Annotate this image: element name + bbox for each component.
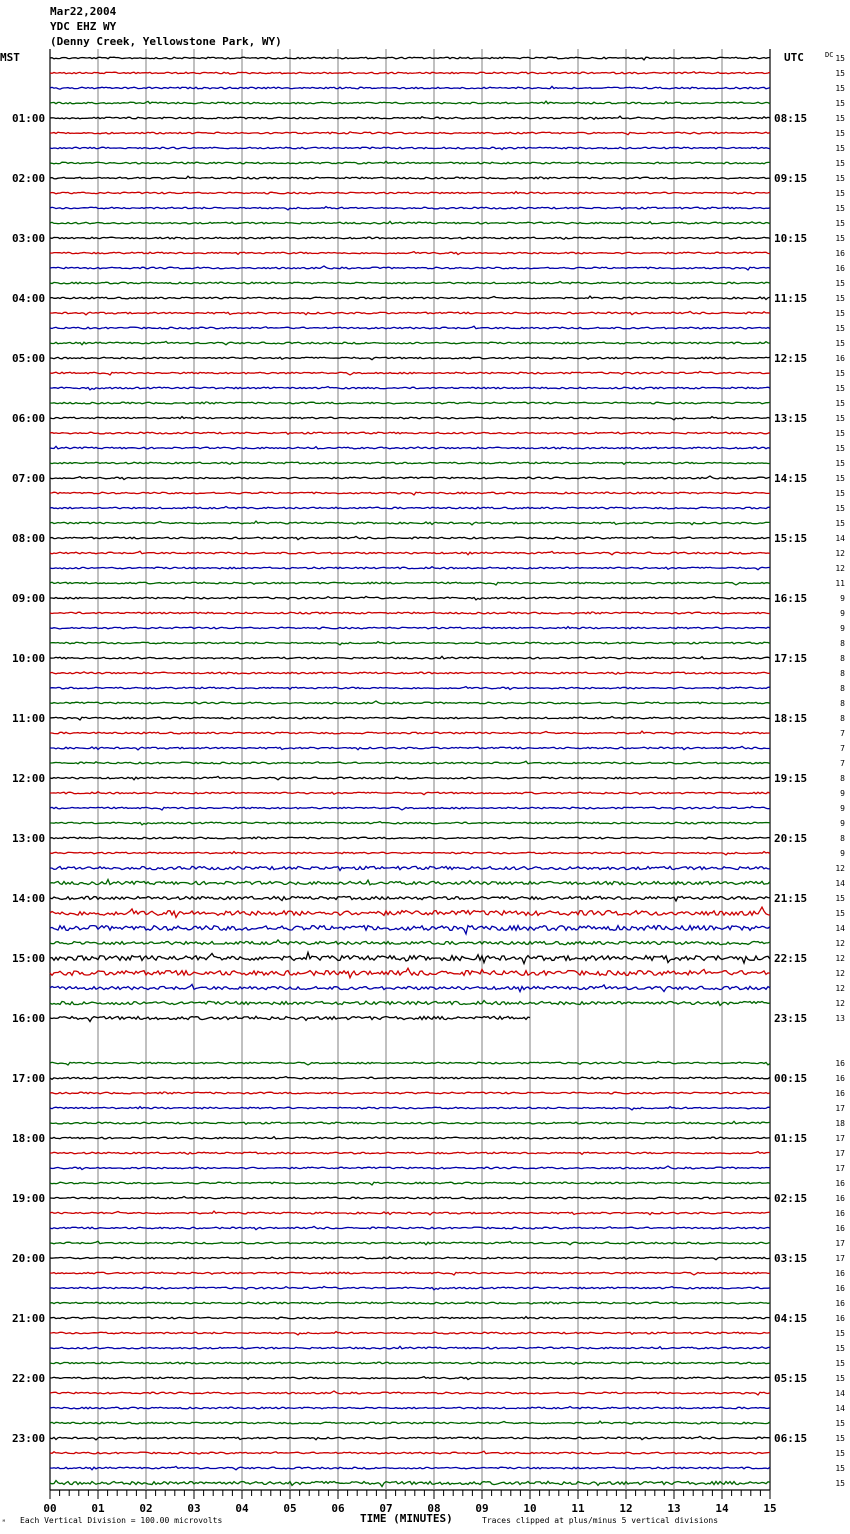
dc-offset-label: 8 xyxy=(840,669,845,678)
seismic-trace xyxy=(50,1077,770,1080)
dc-offset-label: 9 xyxy=(840,594,845,603)
utc-hour-label: 09:15 xyxy=(774,172,808,185)
seismic-trace xyxy=(50,86,770,89)
utc-hour-label: 04:15 xyxy=(774,1312,808,1325)
seismic-trace xyxy=(50,432,770,434)
mst-hour-label: 03:00 xyxy=(12,232,46,245)
x-tick-label: 11 xyxy=(571,1502,585,1515)
seismic-trace xyxy=(50,687,770,690)
seismic-trace xyxy=(50,1241,770,1245)
dc-offset-label: 16 xyxy=(835,249,845,258)
utc-hour-label: 05:15 xyxy=(774,1372,808,1385)
seismic-trace xyxy=(50,446,770,449)
seismic-trace xyxy=(50,940,770,945)
dc-offset-label: 15 xyxy=(835,504,845,513)
seismic-trace xyxy=(50,311,770,315)
dc-offset-label: 16 xyxy=(835,1209,845,1218)
seismic-trace xyxy=(50,1391,770,1395)
dc-offset-label: 15 xyxy=(835,114,845,123)
seismic-trace xyxy=(50,1436,770,1440)
dc-offset-label: 7 xyxy=(840,729,845,738)
seismic-trace xyxy=(50,57,770,60)
dc-offset-label: 15 xyxy=(835,1434,845,1443)
seismic-trace xyxy=(50,101,770,104)
seismic-trace xyxy=(50,656,770,659)
utc-hour-label: 23:15 xyxy=(774,1012,808,1025)
x-tick-label: 14 xyxy=(715,1502,729,1515)
dc-offset-label: 15 xyxy=(835,339,845,348)
seismic-trace xyxy=(50,1211,770,1215)
mst-hour-label: 19:00 xyxy=(12,1192,46,1205)
dc-offset-label: 12 xyxy=(835,564,845,573)
mst-hour-label: 01:00 xyxy=(12,112,46,125)
utc-axis-title: UTC xyxy=(784,51,804,64)
dc-offset-label: 14 xyxy=(835,1404,845,1413)
seismic-trace xyxy=(50,612,770,614)
dc-offset-label: 8 xyxy=(840,774,845,783)
dc-offset-label: 12 xyxy=(835,984,845,993)
seismic-trace xyxy=(50,462,770,464)
dc-offset-label: 15 xyxy=(835,1359,845,1368)
mst-hour-label: 13:00 xyxy=(12,832,46,845)
dc-offset-label: 15 xyxy=(835,99,845,108)
dc-offset-label: 17 xyxy=(835,1104,845,1113)
mst-axis-title: MST xyxy=(0,51,20,64)
seismic-trace xyxy=(50,282,770,284)
dc-offset-label: 17 xyxy=(835,1254,845,1263)
seismic-trace xyxy=(50,132,770,135)
utc-hour-label: 15:15 xyxy=(774,532,808,545)
x-tick-label: 00 xyxy=(43,1502,57,1515)
seismic-trace xyxy=(50,1466,770,1469)
dc-offset-label: 9 xyxy=(840,624,845,633)
utc-hour-label: 02:15 xyxy=(774,1192,808,1205)
dc-offset-label: 8 xyxy=(840,639,845,648)
utc-hour-label: 06:15 xyxy=(774,1432,808,1445)
seismic-trace xyxy=(50,1346,770,1349)
seismic-trace xyxy=(50,207,770,210)
mst-hour-label: 17:00 xyxy=(12,1072,46,1085)
dc-offset-label: 8 xyxy=(840,684,845,693)
dc-offset-label: 15 xyxy=(835,429,845,438)
seismic-trace xyxy=(50,521,770,525)
seismic-trace xyxy=(50,1272,770,1275)
mst-hour-label: 14:00 xyxy=(12,892,46,905)
dc-offset-label: 8 xyxy=(840,699,845,708)
seismic-trace xyxy=(50,371,770,375)
dc-offset-label: 12 xyxy=(835,864,845,873)
seismic-trace xyxy=(50,952,770,963)
x-tick-label: 12 xyxy=(619,1502,633,1515)
x-tick-label: 10 xyxy=(523,1502,537,1515)
x-tick-label: 03 xyxy=(187,1502,201,1515)
date-label: Mar22,2004 xyxy=(50,5,117,18)
seismic-trace xyxy=(50,161,770,164)
seismic-trace xyxy=(50,1152,770,1155)
utc-hour-label: 10:15 xyxy=(774,232,808,245)
dc-offset-label: 15 xyxy=(835,1374,845,1383)
x-tick-label: 05 xyxy=(283,1502,297,1515)
seismic-trace xyxy=(50,880,770,885)
mst-hour-label: 21:00 xyxy=(12,1312,46,1325)
x-tick-label: 02 xyxy=(139,1502,153,1515)
seismic-trace xyxy=(50,896,770,901)
seismic-trace xyxy=(50,72,770,74)
dc-offset-label: 15 xyxy=(835,84,845,93)
station-label: YDC EHZ WY xyxy=(50,20,117,33)
mst-hour-label: 10:00 xyxy=(12,652,46,665)
dc-offset-label: 15 xyxy=(835,69,845,78)
dc-offset-label: 13 xyxy=(835,1014,845,1023)
dc-offset-label: 7 xyxy=(840,744,845,753)
dc-offset-label: 18 xyxy=(835,1119,845,1128)
mst-hour-label: 15:00 xyxy=(12,952,46,965)
seismic-trace xyxy=(50,252,770,255)
utc-hour-label: 21:15 xyxy=(774,892,808,905)
seismic-trace xyxy=(50,806,770,810)
utc-hour-label: 20:15 xyxy=(774,832,808,845)
x-tick-label: 13 xyxy=(667,1502,681,1515)
x-tick-label: 01 xyxy=(91,1502,105,1515)
dc-axis-title: DC xyxy=(825,51,834,59)
seismic-trace xyxy=(50,776,770,779)
seismic-trace xyxy=(50,1317,770,1319)
mst-hour-label: 20:00 xyxy=(12,1252,46,1265)
seismic-trace xyxy=(50,147,770,149)
dc-offset-label: 7 xyxy=(840,759,845,768)
seismic-trace xyxy=(50,507,770,509)
utc-hour-label: 00:15 xyxy=(774,1072,808,1085)
dc-offset-label: 15 xyxy=(835,519,845,528)
dc-offset-label: 15 xyxy=(835,369,845,378)
dc-offset-label: 15 xyxy=(835,459,845,468)
dc-offset-label: 16 xyxy=(835,1284,845,1293)
seismic-trace xyxy=(50,984,770,991)
seismic-trace xyxy=(50,237,770,239)
seismic-trace xyxy=(50,1061,770,1065)
seismic-trace xyxy=(50,1451,770,1454)
dc-offset-label: 16 xyxy=(835,354,845,363)
dc-offset-label: 15 xyxy=(835,1344,845,1353)
seismic-trace xyxy=(50,642,770,645)
seismic-trace xyxy=(50,746,770,750)
dc-offset-label: 16 xyxy=(835,1269,845,1278)
mst-hour-label: 12:00 xyxy=(12,772,46,785)
dc-offset-label: 16 xyxy=(835,1314,845,1323)
dc-offset-label: 14 xyxy=(835,924,845,933)
dc-offset-label: 15 xyxy=(835,324,845,333)
dc-offset-label: 15 xyxy=(835,384,845,393)
dc-offset-label: 15 xyxy=(835,489,845,498)
seismic-trace xyxy=(50,1092,770,1094)
seismic-trace xyxy=(50,402,770,404)
seismic-trace xyxy=(50,907,770,917)
seismic-trace xyxy=(50,926,770,934)
seismic-trace xyxy=(50,596,770,600)
x-tick-label: 06 xyxy=(331,1502,345,1515)
x-tick-label: 15 xyxy=(763,1502,777,1515)
dc-offset-label: 15 xyxy=(835,294,845,303)
utc-hour-label: 19:15 xyxy=(774,772,808,785)
dc-offset-label: 15 xyxy=(835,1419,845,1428)
utc-hour-label: 03:15 xyxy=(774,1252,808,1265)
dc-offset-label: 12 xyxy=(835,999,845,1008)
dc-offset-label: 15 xyxy=(835,414,845,423)
utc-hour-label: 17:15 xyxy=(774,652,808,665)
dc-offset-label: 9 xyxy=(840,609,845,618)
x-tick-label: 08 xyxy=(427,1502,441,1515)
mst-hour-label: 06:00 xyxy=(12,412,46,425)
dc-offset-label: 15 xyxy=(835,159,845,168)
dc-offset-label: 17 xyxy=(835,1149,845,1158)
seismic-trace xyxy=(50,192,770,194)
mst-hour-label: 11:00 xyxy=(12,712,46,725)
dc-offset-label: 15 xyxy=(835,234,845,243)
mst-hour-label: 08:00 xyxy=(12,532,46,545)
seismic-trace xyxy=(50,717,770,721)
mst-hour-label: 02:00 xyxy=(12,172,46,185)
seismic-trace xyxy=(50,1107,770,1110)
dc-offset-label: 11 xyxy=(835,579,845,588)
seismic-trace xyxy=(50,326,770,329)
seismic-trace xyxy=(50,296,770,299)
seismic-trace xyxy=(50,1302,770,1304)
dc-offset-label: 8 xyxy=(840,654,845,663)
dc-offset-label: 14 xyxy=(835,879,845,888)
dc-offset-label: 15 xyxy=(835,279,845,288)
seismic-trace xyxy=(50,357,770,360)
x-axis-title: TIME (MINUTES) xyxy=(360,1512,453,1525)
dc-offset-label: 15 xyxy=(835,219,845,228)
dc-offset-label: 8 xyxy=(840,834,845,843)
utc-hour-label: 08:15 xyxy=(774,112,808,125)
utc-hour-label: 11:15 xyxy=(774,292,808,305)
dc-offset-label: 15 xyxy=(835,1329,845,1338)
seismic-trace xyxy=(50,792,770,795)
dc-offset-label: 15 xyxy=(835,309,845,318)
dc-offset-label: 15 xyxy=(835,189,845,198)
utc-hour-label: 12:15 xyxy=(774,352,808,365)
dc-offset-label: 15 xyxy=(835,129,845,138)
x-tick-label: 04 xyxy=(235,1502,249,1515)
seismic-trace xyxy=(50,567,770,570)
dc-offset-label: 15 xyxy=(835,399,845,408)
mst-hour-label: 23:00 xyxy=(12,1432,46,1445)
dc-offset-label: 17 xyxy=(835,1134,845,1143)
seismic-trace xyxy=(50,1407,770,1409)
utc-hour-label: 14:15 xyxy=(774,472,808,485)
seismic-trace xyxy=(50,492,770,495)
dc-offset-label: 16 xyxy=(835,1179,845,1188)
x-tick-label: 09 xyxy=(475,1502,489,1515)
seismic-trace xyxy=(50,1257,770,1260)
dc-offset-label: 16 xyxy=(835,1224,845,1233)
dc-offset-label: 14 xyxy=(835,534,845,543)
dc-offset-label: 9 xyxy=(840,804,845,813)
dc-offset-label: 15 xyxy=(835,174,845,183)
seismic-trace xyxy=(50,1226,770,1229)
x-tick-label: 07 xyxy=(379,1502,393,1515)
seismic-trace xyxy=(50,627,770,629)
seismic-trace xyxy=(50,1137,770,1139)
seismic-trace xyxy=(50,1286,770,1290)
dc-offset-label: 12 xyxy=(835,954,845,963)
dc-offset-label: 12 xyxy=(835,939,845,948)
dc-offset-label: 16 xyxy=(835,1194,845,1203)
dc-offset-label: 15 xyxy=(835,1464,845,1473)
dc-offset-label: 15 xyxy=(835,444,845,453)
dc-offset-label: 12 xyxy=(835,969,845,978)
seismic-trace xyxy=(50,852,770,855)
seismic-trace xyxy=(50,176,770,179)
dc-offset-label: 15 xyxy=(835,1449,845,1458)
seismic-trace xyxy=(50,761,770,764)
mst-hour-label: 18:00 xyxy=(12,1132,46,1145)
dc-offset-label: 15 xyxy=(835,894,845,903)
seismic-trace xyxy=(50,968,770,978)
utc-hour-label: 18:15 xyxy=(774,712,808,725)
dc-offset-label: 15 xyxy=(835,1479,845,1488)
seismic-trace xyxy=(50,866,770,870)
dc-offset-label: 16 xyxy=(835,1059,845,1068)
mst-hour-label: 16:00 xyxy=(12,1012,46,1025)
dc-offset-label: 15 xyxy=(835,144,845,153)
seismic-trace xyxy=(50,1197,770,1199)
dc-offset-label: 9 xyxy=(840,789,845,798)
dc-offset-label: 14 xyxy=(835,1389,845,1398)
mst-hour-label: 05:00 xyxy=(12,352,46,365)
dc-offset-label: 9 xyxy=(840,819,845,828)
dc-offset-label: 16 xyxy=(835,1074,845,1083)
dc-offset-label: 15 xyxy=(835,909,845,918)
dc-offset-label: 15 xyxy=(835,474,845,483)
dc-offset-label: 9 xyxy=(840,849,845,858)
utc-hour-label: 22:15 xyxy=(774,952,808,965)
seismic-trace xyxy=(50,701,770,704)
utc-hour-label: 16:15 xyxy=(774,592,808,605)
seismic-trace xyxy=(50,1332,770,1335)
seismic-trace xyxy=(50,1182,770,1185)
seismic-trace xyxy=(50,536,770,539)
dc-offset-label: 16 xyxy=(835,1299,845,1308)
seismic-trace xyxy=(50,1481,770,1487)
dc-offset-label: 15 xyxy=(835,204,845,213)
seismic-trace xyxy=(50,731,770,734)
seismic-trace xyxy=(50,1166,770,1170)
seismic-trace xyxy=(50,387,770,390)
mst-hour-label: 04:00 xyxy=(12,292,46,305)
seismic-trace xyxy=(50,837,770,839)
location-label: (Denny Creek, Yellowstone Park, WY) xyxy=(50,35,282,48)
seismic-trace xyxy=(50,221,770,224)
seismic-trace xyxy=(50,266,770,270)
seismic-trace xyxy=(50,582,770,585)
footer-clip-note: Traces clipped at plus/minus 5 vertical divisions xyxy=(482,1516,719,1525)
utc-hour-label: 13:15 xyxy=(774,412,808,425)
seismic-trace xyxy=(50,1001,770,1006)
utc-hour-label: 01:15 xyxy=(774,1132,808,1145)
dc-offset-label: 16 xyxy=(835,264,845,273)
dc-offset-label: 15 xyxy=(835,54,845,63)
mst-hour-label: 22:00 xyxy=(12,1372,46,1385)
seismic-trace xyxy=(50,476,770,480)
mst-hour-label: 07:00 xyxy=(12,472,46,485)
seismic-trace xyxy=(50,551,770,555)
seismic-trace xyxy=(50,672,770,675)
dc-offset-label: 17 xyxy=(835,1239,845,1248)
mst-hour-label: 09:00 xyxy=(12,592,46,605)
footer-scale-note: Each Vertical Division = 100.00 microvolts xyxy=(20,1516,223,1525)
footer-mark: ᴹ xyxy=(2,1519,6,1526)
seismic-trace xyxy=(50,1362,770,1364)
seismic-trace xyxy=(50,1121,770,1124)
seismic-trace xyxy=(50,116,770,119)
seismic-trace xyxy=(50,1377,770,1380)
seismic-trace xyxy=(50,1421,770,1424)
dc-offset-label: 17 xyxy=(835,1164,845,1173)
dc-offset-label: 8 xyxy=(840,714,845,723)
dc-offset-label: 12 xyxy=(835,549,845,558)
seismic-trace xyxy=(50,341,770,344)
dc-offset-label: 16 xyxy=(835,1089,845,1098)
seismic-trace xyxy=(50,417,770,420)
seismic-trace xyxy=(50,822,770,825)
